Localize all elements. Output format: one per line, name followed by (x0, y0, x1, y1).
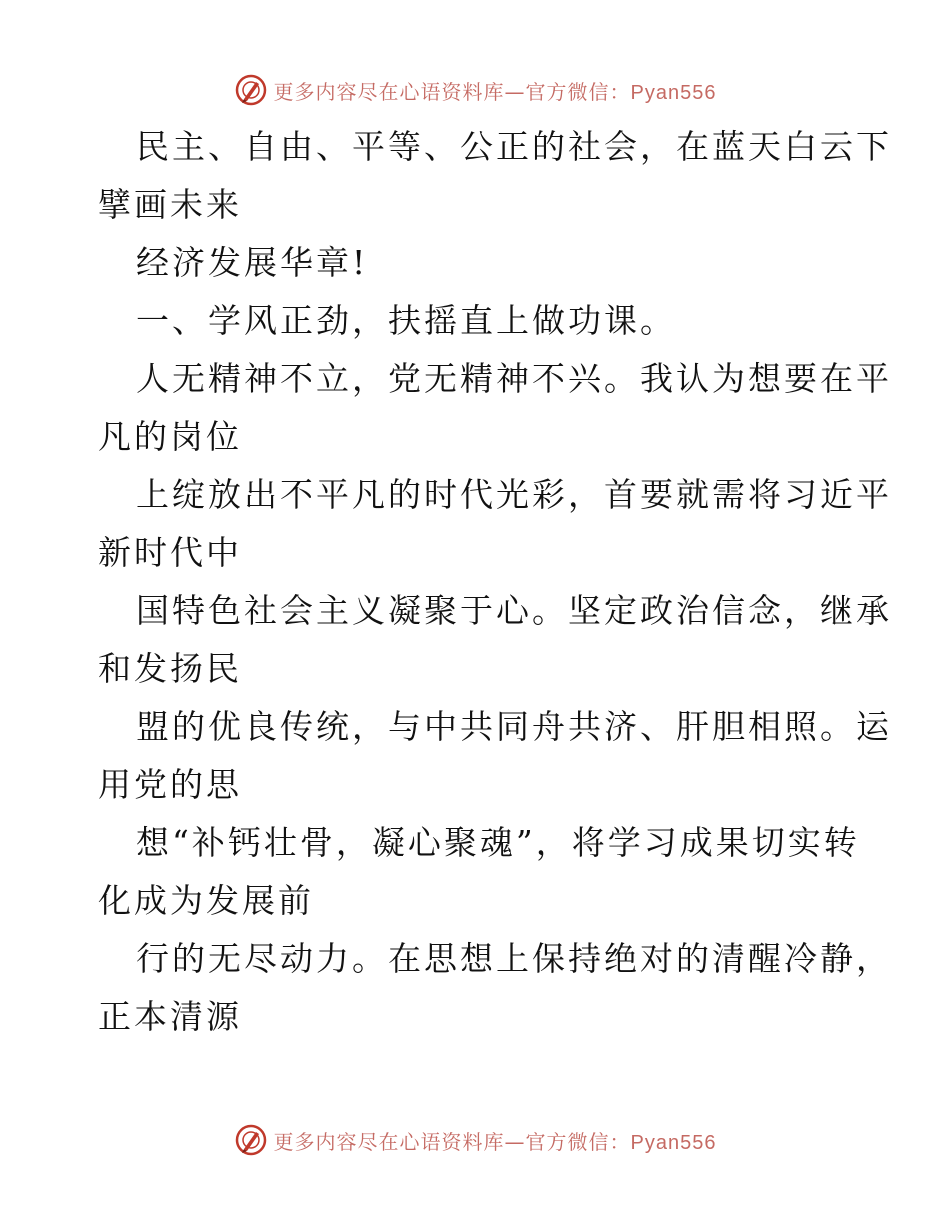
footer-brand-text (274, 1126, 717, 1155)
footer-official-label: 官方微信： (525, 1129, 631, 1154)
page-header (0, 68, 950, 112)
header-dash: — (504, 79, 526, 104)
header-official-label: 官方微信： (525, 79, 631, 104)
body-line-1: 民主、自由、平等、公正的社会，在蓝天白云下 (136, 127, 892, 166)
body-line-13: 想“补钙壮骨，凝心聚魂”，将学习成果切实转 (136, 823, 860, 862)
pen-logo-icon (234, 1123, 268, 1157)
body-line-4: 一、学风正劲，扶摇直上做功课。 (136, 301, 676, 340)
body-line-14: 化成为发展前 (98, 881, 314, 920)
header-wechat-id: Pyan556 (630, 81, 717, 104)
footer-wechat-id: Pyan556 (630, 1131, 717, 1154)
body-line-6: 凡的岗位 (98, 417, 242, 456)
body-line-15: 行的无尽动力。在思想上保持绝对的清醒冷静， (136, 939, 892, 978)
body-line-8: 新时代中 (98, 533, 242, 572)
page-footer (0, 1118, 950, 1162)
body-line-9: 国特色社会主义凝聚于心。坚定政治信念，继承 (136, 591, 892, 630)
header-brand-text (274, 76, 717, 105)
body-line-12: 用党的思 (98, 765, 242, 804)
footer-brand-name: 更多内容尽在心语资料库 (273, 1129, 505, 1154)
body-line-5: 人无精神不立，党无精神不兴。我认为想要在平 (136, 359, 892, 398)
document-body (98, 118, 892, 1046)
body-line-7: 上绽放出不平凡的时代光彩，首要就需将习近平 (136, 475, 892, 514)
body-line-11: 盟的优良传统，与中共同舟共济、肝胆相照。运 (136, 707, 892, 746)
pen-logo-icon (234, 73, 268, 107)
header-brand-name: 更多内容尽在心语资料库 (273, 79, 505, 104)
body-line-3: 经济发展华章! (136, 243, 369, 282)
body-line-16: 正本清源 (98, 997, 242, 1036)
footer-dash: — (504, 1129, 526, 1154)
body-line-2: 擘画未来 (98, 185, 242, 224)
body-line-10: 和发扬民 (98, 649, 242, 688)
